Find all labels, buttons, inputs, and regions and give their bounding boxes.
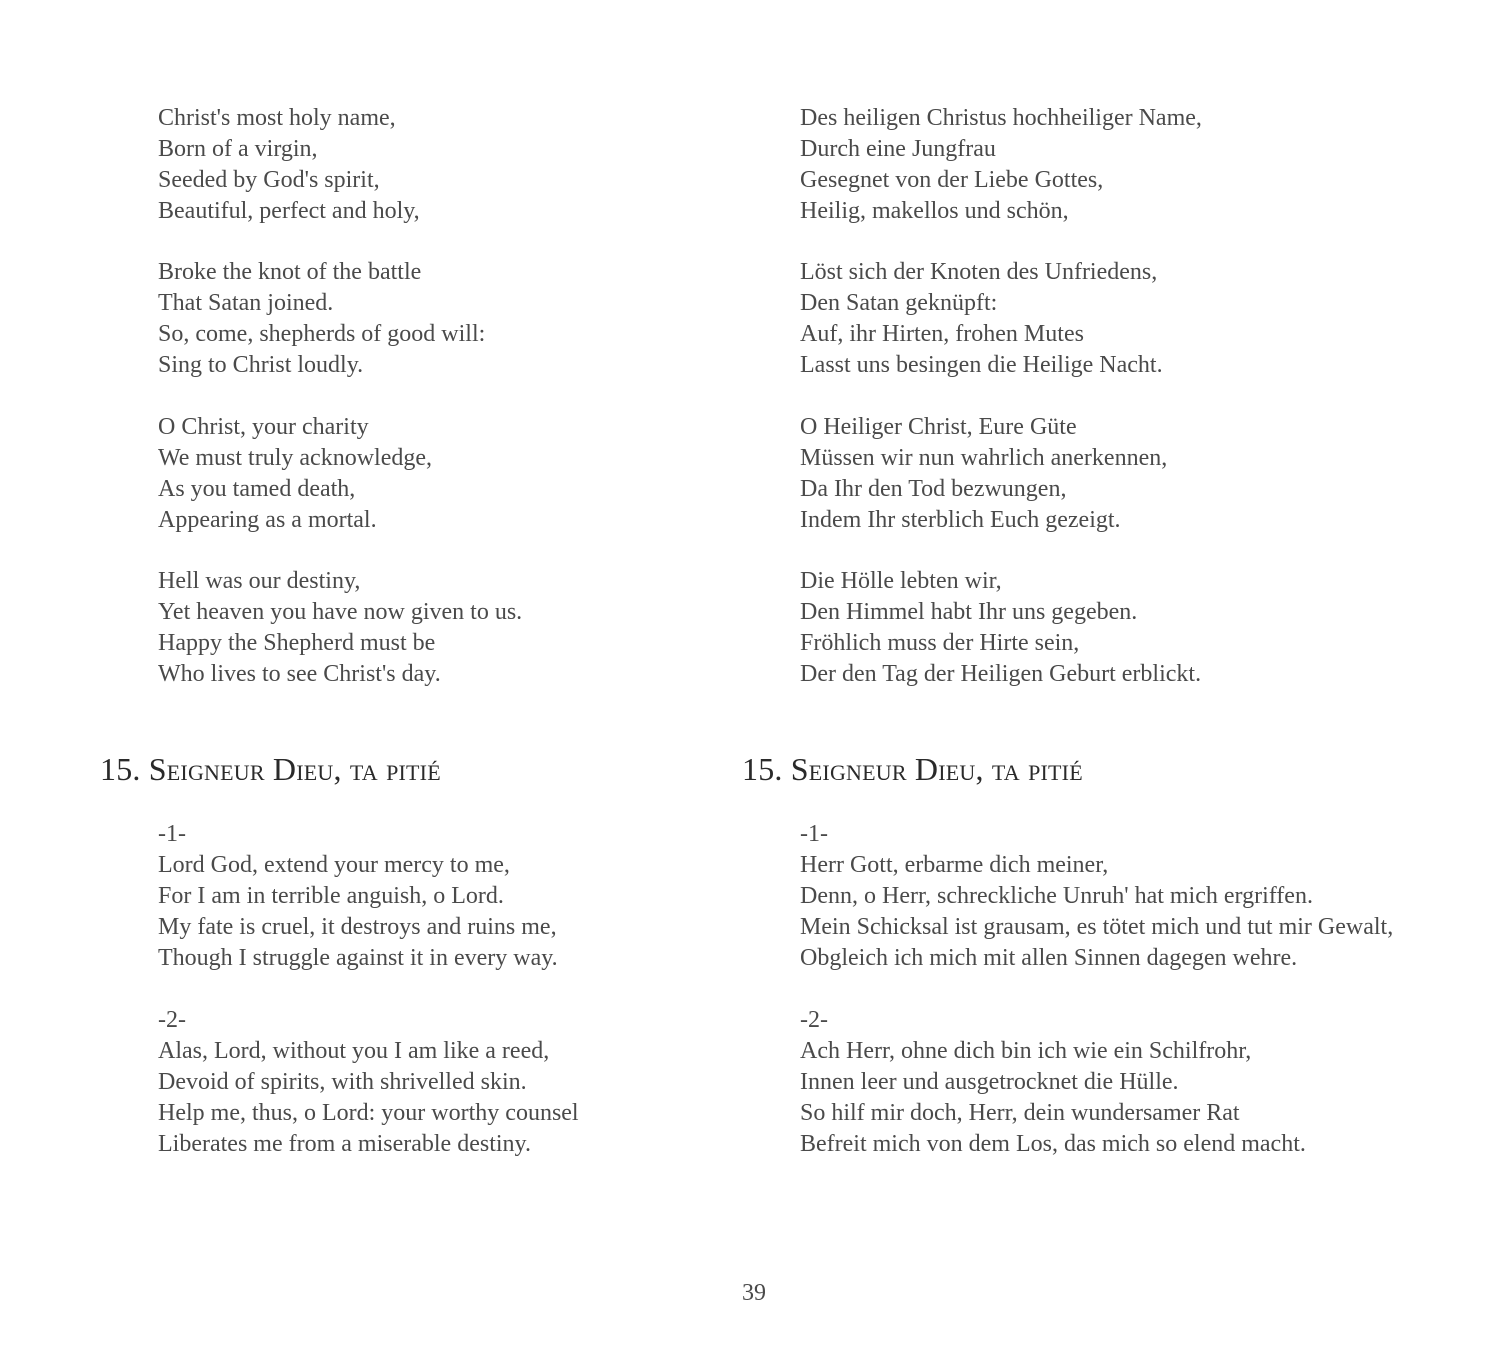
verse-line: Gesegnet von der Liebe Gottes, [800, 167, 1104, 193]
verse-line: That Satan joined. [158, 290, 334, 316]
verse-line: Devoid of spirits, with shrivelled skin. [158, 1069, 527, 1095]
song-heading: 15. Seigneur Dieu, ta pitié [742, 751, 1083, 787]
verse-line: Da Ihr den Tod bezwungen, [800, 476, 1067, 502]
verse-line: Löst sich der Knoten des Unfriedens, [800, 259, 1158, 285]
verse-line: Die Hölle lebten wir, [800, 568, 1002, 594]
verse-line: Indem Ihr sterblich Euch gezeigt. [800, 507, 1121, 533]
verse-line: Lord God, extend your mercy to me, [158, 852, 510, 878]
verse-line: Müssen wir nun wahrlich anerkennen, [800, 445, 1168, 471]
page-number: 39 [742, 1280, 766, 1306]
verse-line: Heilig, makellos und schön, [800, 198, 1069, 224]
stanza [158, 103, 420, 227]
song-heading: 15. Seigneur Dieu, ta pitié [100, 751, 441, 787]
verse-line: Innen leer und ausgetrocknet die Hülle. [800, 1069, 1179, 1095]
stanza [158, 566, 522, 690]
verse-line: Yet heaven you have now given to us. [158, 599, 523, 625]
verse-line: Herr Gott, erbarme dich meiner, [800, 852, 1109, 878]
stanza [158, 819, 558, 974]
verse-line: Befreit mich von dem Los, das mich so elend macht. [800, 1131, 1306, 1157]
verse-line: Christ's most holy name, [158, 105, 396, 131]
verse-line: Sing to Christ loudly. [158, 352, 364, 378]
verse-line: Obgleich ich mich mit allen Sinnen dagegen wehre. [800, 945, 1298, 971]
verse-line: So hilf mir doch, Herr, dein wundersamer Rat [800, 1100, 1240, 1126]
verse-line: Fröhlich muss der Hirte sein, [800, 630, 1080, 656]
verse-line: Der den Tag der Heiligen Geburt erblickt. [800, 661, 1202, 687]
verse-line: Auf, ihr Hirten, frohen Mutes [800, 321, 1084, 347]
verse-line: Den Himmel habt Ihr uns gegeben. [800, 599, 1138, 625]
verse-line: We must truly acknowledge, [158, 445, 432, 471]
stanza-marker: -2- [158, 1007, 186, 1033]
stanza [158, 412, 432, 536]
stanza [800, 412, 1167, 536]
stanza [800, 257, 1163, 381]
verse-line: Beautiful, perfect and holy, [158, 198, 420, 224]
verse-line: Though I struggle against it in every way. [158, 945, 558, 971]
verse-line: Happy the Shepherd must be [158, 630, 436, 656]
verse-line: My fate is cruel, it destroys and ruins me, [158, 914, 557, 940]
verse-line: Seeded by God's spirit, [158, 167, 380, 193]
verse-line: Des heiligen Christus hochheiliger Name, [800, 105, 1202, 131]
verse-line: O Heiliger Christ, Eure Güte [800, 414, 1077, 440]
verse-line: Appearing as a mortal. [158, 507, 377, 533]
verse-line: Mein Schicksal ist grausam, es tötet mich und tut mir Gewalt, [800, 914, 1394, 940]
verse-line: Who lives to see Christ's day. [158, 661, 441, 687]
verse-line: Lasst uns besingen die Heilige Nacht. [800, 352, 1163, 378]
stanza-marker: -2- [800, 1007, 828, 1033]
stanza-marker: -1- [800, 821, 828, 847]
verse-line: Broke the knot of the battle [158, 259, 422, 285]
stanza [800, 819, 1393, 974]
verse-line: Liberates me from a miserable destiny. [158, 1131, 531, 1157]
stanza [158, 257, 485, 381]
verse-line: Denn, o Herr, schreckliche Unruh' hat mich ergriffen. [800, 883, 1313, 909]
verse-line: So, come, shepherds of good will: [158, 321, 486, 347]
verse-line: O Christ, your charity [158, 414, 369, 440]
stanza [800, 103, 1202, 227]
verse-line: Born of a virgin, [158, 136, 318, 162]
verse-line: Durch eine Jungfrau [800, 136, 996, 162]
verse-line: For I am in terrible anguish, o Lord. [158, 883, 504, 909]
verse-line: As you tamed death, [158, 476, 356, 502]
verse-line: Alas, Lord, without you I am like a reed, [158, 1038, 550, 1064]
verse-line: Ach Herr, ohne dich bin ich wie ein Schilfrohr, [800, 1038, 1252, 1064]
stanza-marker: -1- [158, 821, 186, 847]
verse-line: Hell was our destiny, [158, 568, 361, 594]
verse-line: Help me, thus, o Lord: your worthy counsel [158, 1100, 579, 1126]
stanza [158, 1005, 579, 1160]
verse-line: Den Satan geknüpft: [800, 290, 998, 316]
stanza [800, 1005, 1306, 1160]
stanza [800, 566, 1201, 690]
